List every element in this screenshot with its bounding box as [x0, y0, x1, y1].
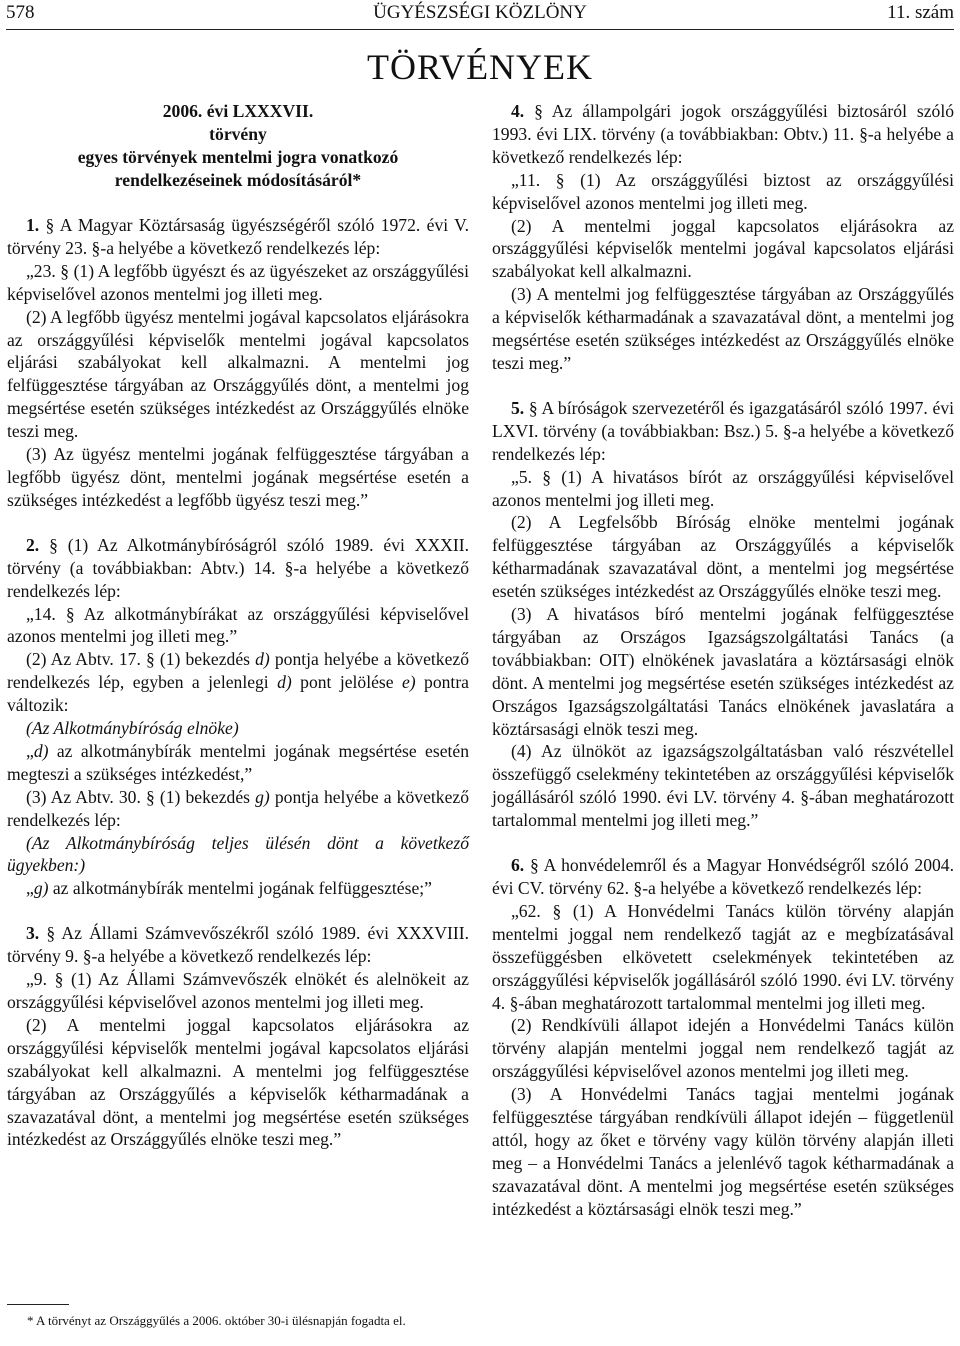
section-3-para-1: „9. § (1) Az Állami Számvevőszék elnökét és alelnökeit az országgyűlési képviselővel azonos mentelmi jog illeti meg.: [7, 969, 469, 1012]
section-2-para-1: „14. § Az alkotmánybírákat az országgyűlési képviselővel azonos mentelmi jog illeti meg.”: [7, 603, 469, 647]
section-title: TÖRVÉNYEK: [366, 47, 594, 87]
section-5-intro: 5. § A bíróságok szervezetéről és igazgatásáról szóló 1997. évi LXVI. törvény (a továbbiakban: Bsz.) 5. §-a helyébe a következő rendelkezés lép:: [492, 397, 954, 464]
section-5-number: 5.: [511, 397, 525, 418]
issue-number: 11. szám: [887, 2, 954, 23]
section-6-intro: 6. § A honvédelemről és a Magyar Honvédségről szóló 2004. évi CV. törvény 62. §-a helyébe a következő rendelkezés lép:: [492, 855, 954, 898]
section-4-para-1: „11. § (1) Az országgyűlési biztost az országgyűlési képviselővel azonos mentelmi jog illeti meg.: [492, 169, 954, 213]
section-1-para-1: „23. § (1) A legfőbb ügyészt és az ügyészeket az országgyűlési képviselővel azonos mentelmi jog illeti meg.: [7, 260, 469, 304]
section-3-para-2: (2) A mentelmi joggal kapcsolatos eljárásokra az országgyűlési képviselők mentelmi jogával kapcsolatos eljárási szabályokat kell alkalmazni. A mentelmi jog felfüggesztése tárgyában az Országgyűlés a képviselők kétharmadának a szavazatával dönt, a mentelmi jog megsértése esetén szükséges intézkedést az Országgyűlés elnöke teszi meg.”: [7, 1014, 469, 1150]
section-2-para-3: „d) az alkotmánybírák mentelmi jogának megsértése esetén megteszi a szükséges intézkedést,”: [7, 740, 469, 784]
law-title: [7, 100, 469, 192]
section-2-para-4: (3) Az Abtv. 30. § (1) bekezdés g) pontja helyébe a következő rendelkezés lép:: [7, 786, 469, 830]
page-number: 578: [6, 2, 35, 23]
law-title-number: 2006. évi LXXXVII.: [162, 101, 314, 121]
law-title-subject-1: egyes törvények mentelmi jogra vonatkozó: [77, 147, 399, 167]
section-6-para-3: (3) A Honvédelmi Tanács tagjai mentelmi jogának felfüggesztése tárgyában rendkívüli állapot idején – függetlenül attól, hogy az őket e törvény vagy külön törvény alapján illeti meg – a Honvédelmi Tanács a jelenlévő tagok kétharmadának a szavazatával dönt. A mentelmi jog megsértése esetén szükséges intézkedést a köztársasági elnök teszi meg.”: [492, 1084, 954, 1219]
section-5-para-1: „5. § (1) A hivatásos bírót az országgyűlési képviselővel azonos mentelmi jog illeti meg.: [492, 466, 954, 510]
header-rule: [6, 29, 954, 30]
section-6-para-2: (2) Rendkívüli állapot idején a Honvédelmi Tanács külön törvény alapján mentelmi joggal nem rendelkező tagját az országgyűlési képviselővel azonos mentelmi jog illeti meg.: [492, 1015, 954, 1082]
section-2-intro: 2. § (1) Az Alkotmánybíróságról szóló 1989. évi XXXII. törvény (a továbbiakban: Abtv.) 14. §-a helyébe a következő rendelkezés lép:: [7, 534, 469, 601]
section-2-context-1: (Az Alkotmánybíróság elnöke): [26, 718, 239, 739]
page-header: [6, 0, 954, 30]
section-6-number: 6.: [511, 855, 525, 876]
section-3-intro: 3. § Az Állami Számvevőszékről szóló 1989. évi XXXVIII. törvény 9. §-a helyébe a következő rendelkezés lép:: [7, 923, 469, 967]
left-column: [7, 100, 469, 1151]
journal-title: ÜGYÉSZSÉGI KÖZLÖNY: [373, 2, 587, 23]
footnote-rule: [7, 1304, 69, 1305]
section-5-para-3: (3) A hivatásos bíró mentelmi jogának felfüggesztése tárgyában az Országos Igazságszolgáltatási Tanács (a továbbiakban: OIT) elnökének javaslatára a köztársasági elnök dönt. A mentelmi jog megsértése esetén szükséges intézkedést az Országos Igazságszolgáltatási Tanács elnökének javaslatára a köztársasági elnök teszi meg.: [492, 604, 954, 739]
section-1-intro: 1. § A Magyar Köztársaság ügyészségéről szóló 1972. évi V. törvény 23. §-a helyébe a következő rendelkezés lép:: [7, 215, 469, 258]
section-4-para-2: (2) A mentelmi joggal kapcsolatos eljárásokra az országgyűlési képviselők mentelmi jogával kapcsolatos eljárási szabályokat kell alkalmazni.: [492, 215, 954, 282]
section-1-para-2: (2) A legfőbb ügyész mentelmi jogával kapcsolatos eljárásokra az országgyűlési képviselők mentelmi jogával kapcsolatos eljárási szabályokat kell alkalmazni. A mentelmi jog felfüggesztése tárgyában az Országgyűlés dönt, a mentelmi jog megsértése esetén szükséges intézkedést az Országgyűlés elnöke teszi meg.: [7, 306, 469, 442]
section-5-para-4: (4) Az ülnököt az igazságszolgáltatásban való részvétellel összefüggő cselekmény tekintetében az országgyűlési képviselők jogállásáról szóló 1990. évi LV. törvény 4. §-ában meghatározott tartalommal mentelmi jog illeti meg.”: [492, 741, 954, 831]
section-1-number: 1.: [26, 215, 40, 235]
right-column: [492, 100, 954, 1221]
section-5-para-2: (2) A Legfelsőbb Bíróság elnöke mentelmi jogának felfüggesztése tárgyában az Országgyűlés a képviselők kétharmadának szavazatával dönt, a mentelmi jog megsértése esetén szükséges intézkedést az Országgyűlés elnöke teszi meg.: [492, 512, 954, 602]
law-title-type: törvény: [209, 124, 267, 144]
footnote: * A törvényt az Országgyűlés a 2006. október 30-i ülésnapján fogadta el.: [27, 1313, 406, 1328]
section-2-number: 2.: [26, 534, 40, 555]
section-2-context-2: (Az Alkotmánybíróság teljes ülésén dönt a következő ügyekben:): [7, 832, 469, 876]
section-2-para-2: (2) Az Abtv. 17. § (1) bekezdés d) pontja helyébe a következő rendelkezés lép, egyben a jelenlegi d) pont jelölése e) pontra változik:: [7, 649, 469, 716]
section-2-para-5: „g) az alkotmánybírák mentelmi jogának felfüggesztése;”: [26, 878, 432, 899]
section-1-para-3: (3) Az ügyész mentelmi jogának felfüggesztése tárgyában a legfőbb ügyész dönt, mentelmi jogának megsértése esetén a szükséges intézkedést a legfőbb ügyész teszi meg.”: [7, 444, 469, 510]
section-4-para-3: (3) A mentelmi jog felfüggesztése tárgyában az Országgyűlés a képviselők kétharmadának a szavazatával dönt, a mentelmi jog megsértése esetén szükséges intézkedést az Országgyűlés elnöke teszi meg.”: [492, 284, 954, 373]
section-3-number: 3.: [26, 923, 40, 944]
section-4-number: 4.: [511, 101, 525, 121]
law-title-subject-2: rendelkezéseinek módosításáról*: [114, 170, 362, 190]
section-4-intro: 4. § Az állampolgári jogok országgyűlési biztosáról szóló 1993. évi LIX. törvény (a továbbiakban: Obtv.) 11. §-a helyébe a következő rendelkezés lép:: [492, 101, 954, 167]
section-6-para-1: „62. § (1) A Honvédelmi Tanács külön törvény alapján mentelmi joggal nem rendelkező tagját az e megbízatásával összefüggésben elkövetett cselekmények tekintetében az országgyűlési képviselők jogállásáról szóló 1990. évi LV. törvény 4. §-ában meghatározott tartalommal mentelmi jog illeti meg.: [492, 900, 954, 1013]
